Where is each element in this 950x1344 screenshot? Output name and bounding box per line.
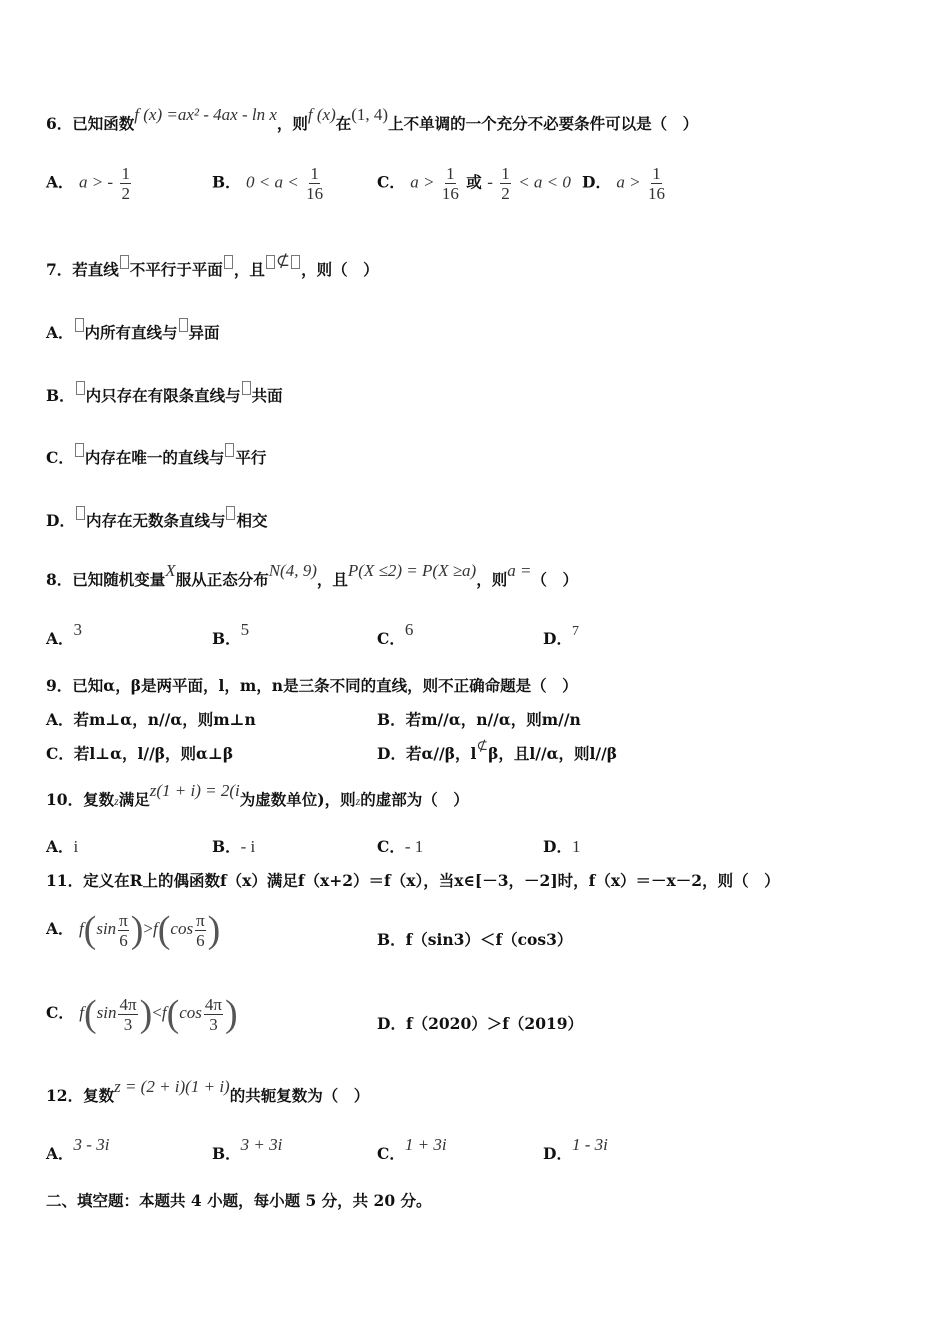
question-11-stem: 11．定义在R上的偶函数f（x）满足f（x+2）＝f（x），当x∈[－3，－2]时，f（x）＝－x－2，则（ ） — [46, 871, 780, 890]
q8-option-b[interactable]: B．5 — [212, 620, 250, 648]
section-heading: 二、填空题：本题共 4 小题，每小题 5 分，共 20 分。 — [46, 1191, 432, 1210]
q12-option-a[interactable]: A．3 - 3i — [46, 1135, 110, 1163]
q7-option-a[interactable]: A． 内所有直线与 异面 — [46, 318, 220, 345]
missing-glyph-icon — [76, 506, 85, 520]
q8-option-c[interactable]: C．6 — [377, 620, 414, 648]
q8-option-d[interactable]: D．7 — [543, 624, 579, 648]
interval: (1, 4) — [351, 105, 389, 124]
missing-glyph-icon — [75, 443, 84, 457]
q9-option-c[interactable]: C．若l⊥α，l//β，则α⊥β — [46, 744, 234, 763]
missing-glyph-icon — [225, 443, 234, 457]
question-9-stem: 9．已知α，β是两平面，l，m，n是三条不同的直线，则不正确命题是（ ） — [46, 676, 578, 695]
question-6-stem: 6．已知函数f (x) =ax² - 4ax - ln x，则f (x)在(1, 4)上不单调的一个充分不必要条件可以是（ ） — [46, 105, 699, 133]
q11-option-a[interactable]: A． f(sin $\frac{\pi}{6}$ )>f(cos $\frac{\pi}{6}$ ) — [46, 909, 221, 951]
question-12-stem: 12．复数z = (2 + i)(1 + i)的共轭复数为（ ） — [46, 1077, 370, 1105]
q6-option-b[interactable]: B． 0 < a < $\frac{1}{16}$ — [212, 164, 324, 203]
q7-option-b[interactable]: B． 内只存在有限条直线与 共面 — [46, 381, 283, 408]
q10-option-b[interactable]: B．- i — [212, 837, 256, 856]
missing-glyph-icon — [120, 255, 129, 269]
q6-option-d[interactable]: D． a > $\frac{1}{16}$ — [582, 164, 665, 203]
function-expression: f (x) =ax² - 4ax - ln x — [134, 105, 277, 124]
q11-option-c[interactable]: C． f(sin $\frac{4\pi}{3}$ )<f(cos $\frac{4\pi}{3}$ ) — [46, 993, 238, 1035]
q9-option-a[interactable]: A．若m⊥α，n//α，则m⊥n — [46, 710, 256, 729]
q7-option-d[interactable]: D． 内存在无数条直线与 相交 — [46, 506, 267, 533]
q10-option-c[interactable]: C．- 1 — [377, 837, 424, 856]
q12-option-b[interactable]: B．3 + 3i — [212, 1135, 283, 1163]
q10-option-a[interactable]: A．i — [46, 837, 79, 856]
question-7-stem: 7．若直线 不平行于平面 ，且 ⊄ ，则（ ） — [46, 251, 379, 279]
q7-option-c[interactable]: C． 内存在唯一的直线与 平行 — [46, 443, 266, 470]
q6-option-c[interactable]: C． a > $\frac{1}{16}$ 或 - $\frac{1}{2}$ < a < 0 — [377, 164, 571, 203]
missing-glyph-icon — [266, 255, 275, 269]
q8-option-a[interactable]: A．3 — [46, 620, 83, 648]
q6-option-a[interactable]: A． a > - $\frac{1}{2}$ — [46, 164, 130, 203]
question-8-stem: 8．已知随机变量X服从正态分布N(4, 9)，且P(X ≤2) = P(X ≥a)，则a =（ ） — [46, 561, 578, 589]
missing-glyph-icon — [179, 318, 188, 332]
q11-option-d[interactable]: D．f（2020）＞f（2019） — [377, 1014, 584, 1033]
missing-glyph-icon — [76, 381, 85, 395]
q11-option-b[interactable]: B．f（sin3）＜f（cos3） — [377, 930, 573, 949]
q12-option-d[interactable]: D．1 - 3i — [543, 1135, 608, 1163]
missing-glyph-icon — [224, 255, 233, 269]
missing-glyph-icon — [291, 255, 300, 269]
question-10-stem: 10．复数z满足z(1 + i) = 2(i为虚数单位)，则z的虚部为（ ） — [46, 781, 469, 809]
q10-option-d[interactable]: D．1 — [543, 837, 581, 856]
missing-glyph-icon — [226, 506, 235, 520]
missing-glyph-icon — [75, 318, 84, 332]
q9-option-d[interactable]: D．若α//β，l⊄β，且l//α，则l//β — [377, 739, 618, 763]
missing-glyph-icon — [242, 381, 251, 395]
q12-option-c[interactable]: C．1 + 3i — [377, 1135, 447, 1163]
q9-option-b[interactable]: B．若m//α，n//α，则m//n — [377, 710, 581, 729]
